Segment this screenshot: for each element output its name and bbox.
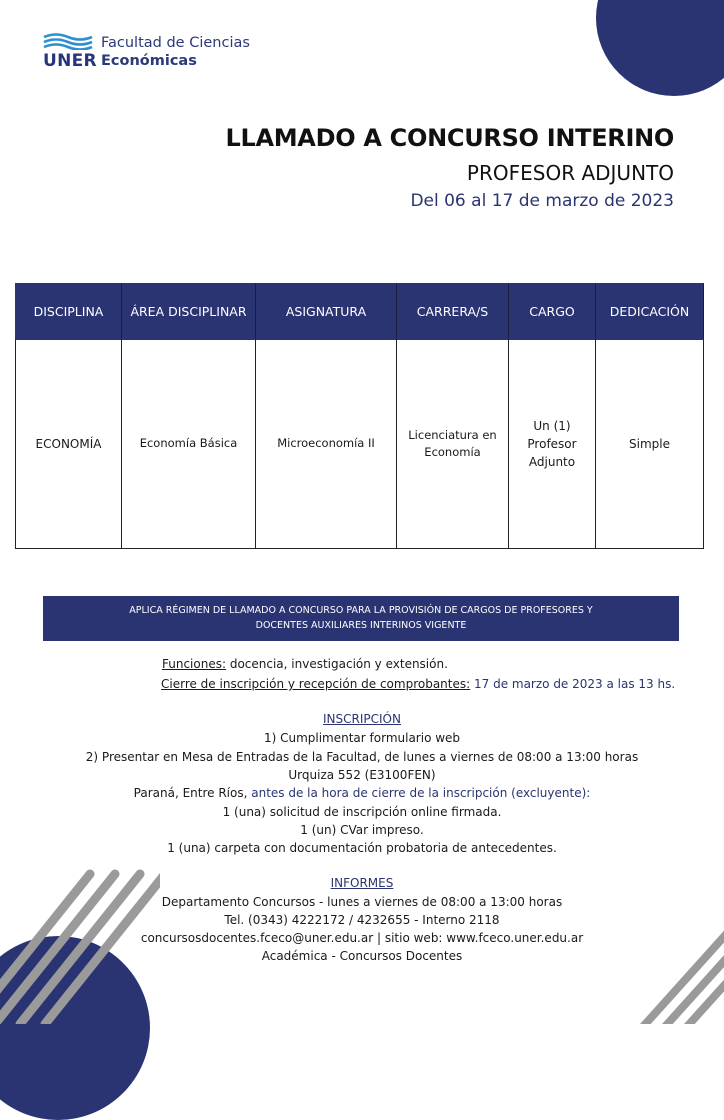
position-table [15, 283, 704, 549]
informes-line-1: Departamento Concursos - lunes a viernes de 08:00 a 13:00 horas [161, 895, 563, 909]
document-title: LLAMADO A CONCURSO INTERINO [225, 124, 674, 152]
banner-line-2: DOCENTES AUXILIARES INTERINOS VIGENTE [255, 619, 467, 631]
header-asignatura: ASIGNATURA [256, 284, 397, 340]
logo-uner: UNER [43, 51, 97, 71]
inscripcion-city: Paraná, Entre Ríos, [133, 786, 252, 800]
header-disciplina: DISCIPLINA [16, 284, 122, 340]
banner-line-1: APLICA RÉGIMEN DE LLAMADO A CONCURSO PARA LA PROVISIÓN DE CARGOS DE PROFESORES Y [129, 604, 593, 616]
inscripcion-heading: INSCRIPCIÓN [323, 712, 401, 726]
inscripcion-step-1: 1) Cumplimentar formulario web [263, 731, 461, 745]
carrera-line-1: Licenciatura en [408, 427, 497, 442]
date-range: Del 06 al 17 de marzo de 2023 [410, 191, 674, 211]
inscripcion-city-line [0, 786, 724, 800]
cargo-line-3: Adjunto [528, 455, 576, 469]
logo-line-2: Económicas [101, 53, 197, 69]
header-cargo: CARGO [509, 284, 596, 340]
funciones-label: Funciones: [162, 657, 227, 671]
cargo-line-1: Un (1) [533, 419, 571, 433]
inscripcion-deadline-note: antes de la hora de cierre de la inscripción (excluyente): [251, 786, 591, 800]
funciones-line [162, 657, 448, 671]
cell-disciplina: ECONOMÍA [16, 340, 122, 549]
cell-cargo [509, 340, 596, 549]
cell-area: Economía Básica [122, 340, 256, 549]
decorative-circle-top-right [596, 0, 724, 96]
cierre-text: 17 de marzo de 2023 a las 13 hs. [470, 677, 676, 691]
faculty-logo [43, 30, 273, 74]
header-dedicacion: DEDICACIÓN [596, 284, 704, 340]
waves-icon [43, 32, 93, 50]
cell-dedicacion: Simple [596, 340, 704, 549]
cierre-label: Cierre de inscripción y recepción de comprobantes: [161, 677, 471, 691]
document-subtitle: PROFESOR ADJUNTO [466, 161, 674, 185]
inscripcion-item-3: 1 (una) carpeta con documentación probatoria de antecedentes. [167, 841, 557, 855]
inscripcion-address: Urquiza 552 (E3100FEN) [288, 768, 436, 782]
logo-line-1: Facultad de Ciencias [101, 35, 250, 51]
informes-contact: concursosdocentes.fceco@uner.edu.ar | sitio web: www.fceco.uner.edu.ar [140, 931, 584, 945]
regimen-banner [43, 596, 679, 641]
cierre-line [161, 677, 675, 691]
inscripcion-item-2: 1 (un) CVar impreso. [300, 823, 424, 837]
table-header-row [16, 284, 704, 340]
inscripcion-item-1: 1 (una) solicitud de inscripción online firmada. [222, 805, 502, 819]
cargo-line-2: Profesor [527, 437, 577, 451]
table-row [16, 340, 704, 549]
cell-asignatura: Microeconomía II [256, 340, 397, 549]
cell-carrera [397, 340, 509, 549]
informes-heading: INFORMES [330, 876, 394, 890]
informes-line-2: Tel. (0343) 4222172 / 4232655 - Interno 2118 [224, 913, 500, 927]
carrera-line-2: Economía [424, 445, 481, 459]
header-carrera: CARRERA/S [397, 284, 509, 340]
inscripcion-step-2: 2) Presentar en Mesa de Entradas de la Facultad, de lunes a viernes de 08:00 a 13:00 horas [85, 750, 639, 764]
header-area: ÁREA DISCIPLINAR [122, 284, 256, 340]
informes-line-4: Académica - Concursos Docentes [261, 949, 463, 963]
funciones-text: docencia, investigación y extensión. [226, 657, 448, 671]
